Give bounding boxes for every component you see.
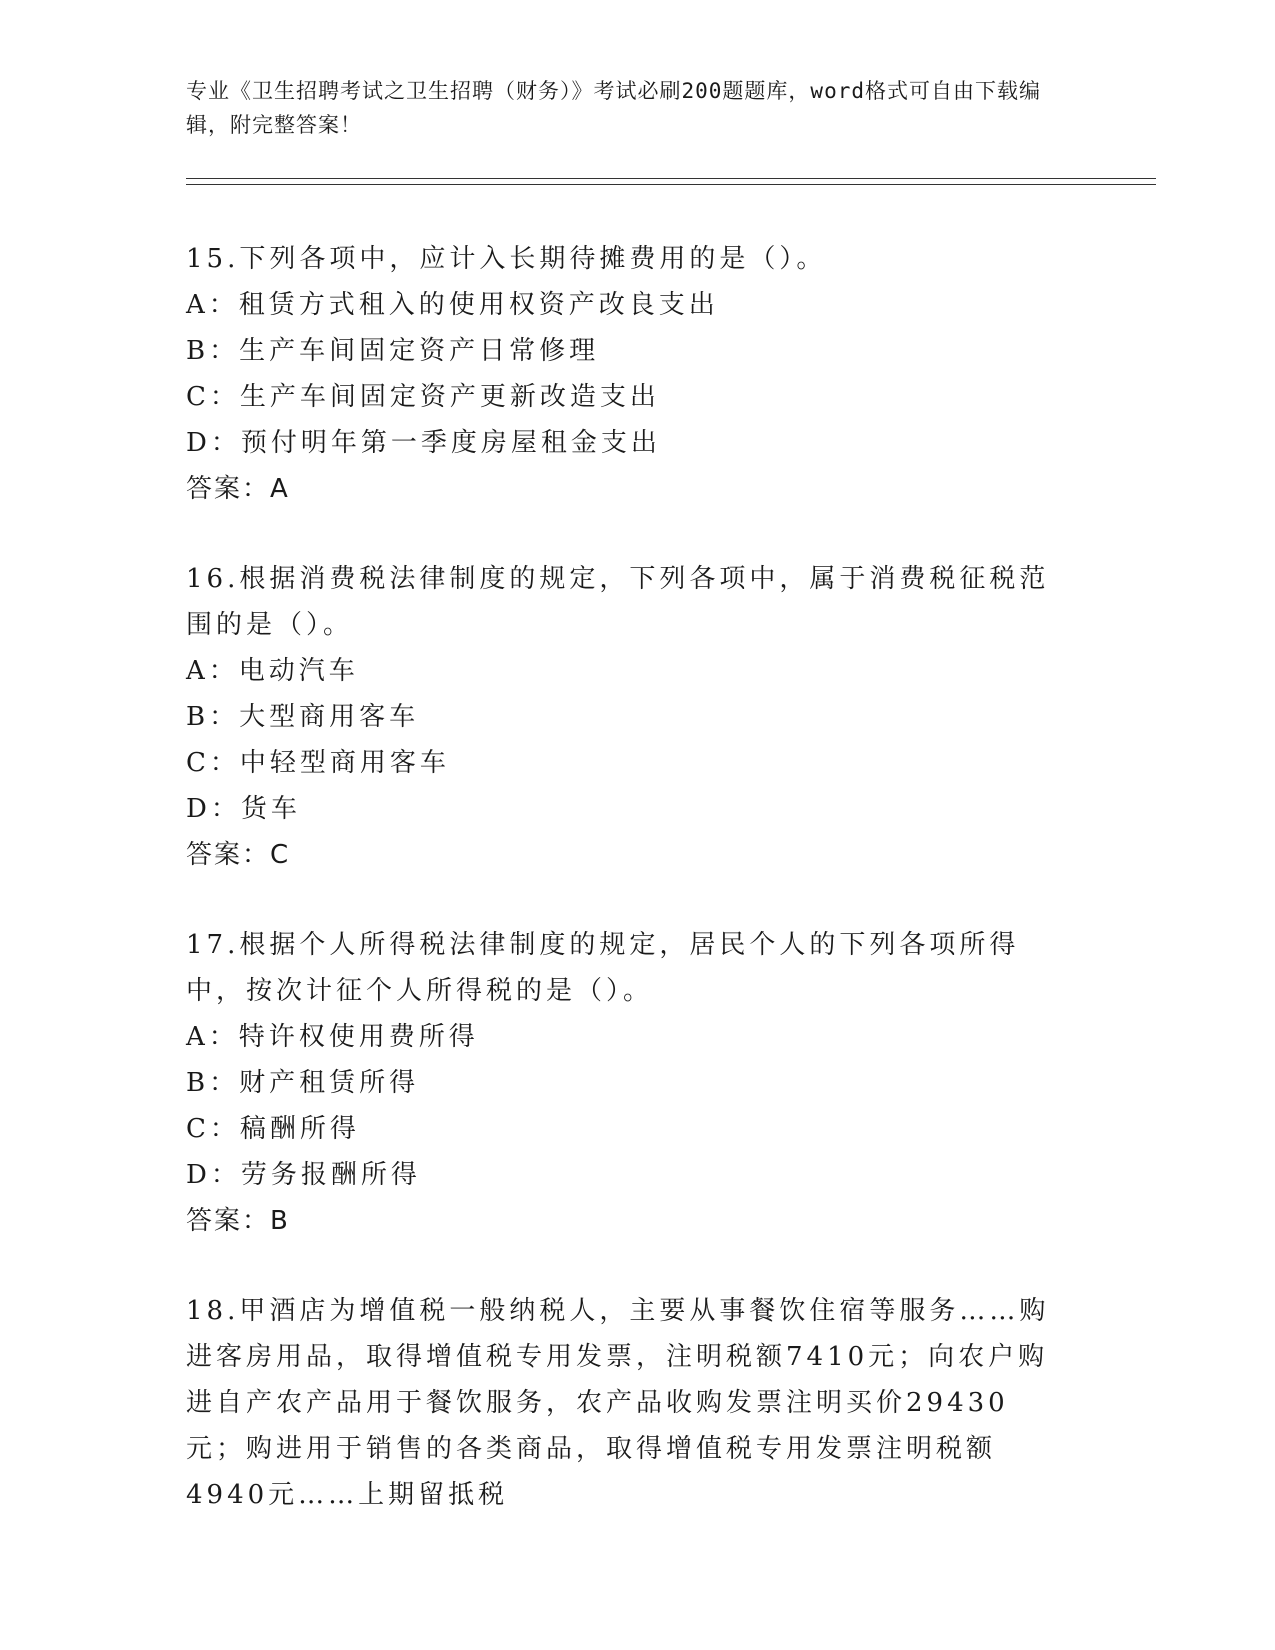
option-b: B：大型商用客车 (186, 702, 420, 732)
option-c: C：稿酬所得 (186, 1114, 360, 1144)
question-16 (186, 556, 1086, 878)
option-c: C：中轻型商用客车 (186, 748, 450, 778)
question-stem: 16.根据消费税法律制度的规定，下列各项中，属于消费税征税范围的是（）。 (186, 564, 1050, 640)
answer-line: 答案：A (186, 474, 290, 504)
question-stem: 15.下列各项中，应计入长期待摊费用的是（）。 (186, 244, 827, 274)
question-list (186, 236, 1086, 1562)
question-stem: 17.根据个人所得税法律制度的规定，居民个人的下列各项所得中，按次计征个人所得税的是（）。 (186, 930, 1020, 1006)
option-a: A：租赁方式租入的使用权资产改良支出 (186, 290, 719, 320)
document-header: 专业《卫生招聘考试之卫生招聘（财务）》考试必刷200题题库，word格式可自由下载编辑，附完整答案！ (186, 79, 1041, 137)
option-d: D：货车 (186, 794, 301, 824)
option-c: C：生产车间固定资产更新改造支出 (186, 382, 660, 412)
question-17 (186, 922, 1086, 1244)
answer-line: 答案：B (186, 1206, 290, 1236)
option-a: A：特许权使用费所得 (186, 1022, 479, 1052)
option-a: A：电动汽车 (186, 656, 359, 686)
option-d: D：劳务报酬所得 (186, 1160, 421, 1190)
question-18 (186, 1288, 1086, 1518)
question-15 (186, 236, 1086, 512)
option-d: D：预付明年第一季度房屋租金支出 (186, 428, 661, 458)
header-divider (186, 178, 1156, 185)
option-b: B：财产租赁所得 (186, 1068, 420, 1098)
option-b: B：生产车间固定资产日常修理 (186, 336, 600, 366)
answer-line: 答案：C (186, 840, 291, 870)
question-stem: 18.甲酒店为增值税一般纳税人，主要从事餐饮住宿等服务……购进客房用品，取得增值税专用发票，注明税额7410元；向农户购进自产农产品用于餐饮服务，农产品收购发票注明买价29430元；购进用于销售的各类商品，取得增值税专用发票注明税额4940元……上期留抵税 (186, 1296, 1050, 1510)
